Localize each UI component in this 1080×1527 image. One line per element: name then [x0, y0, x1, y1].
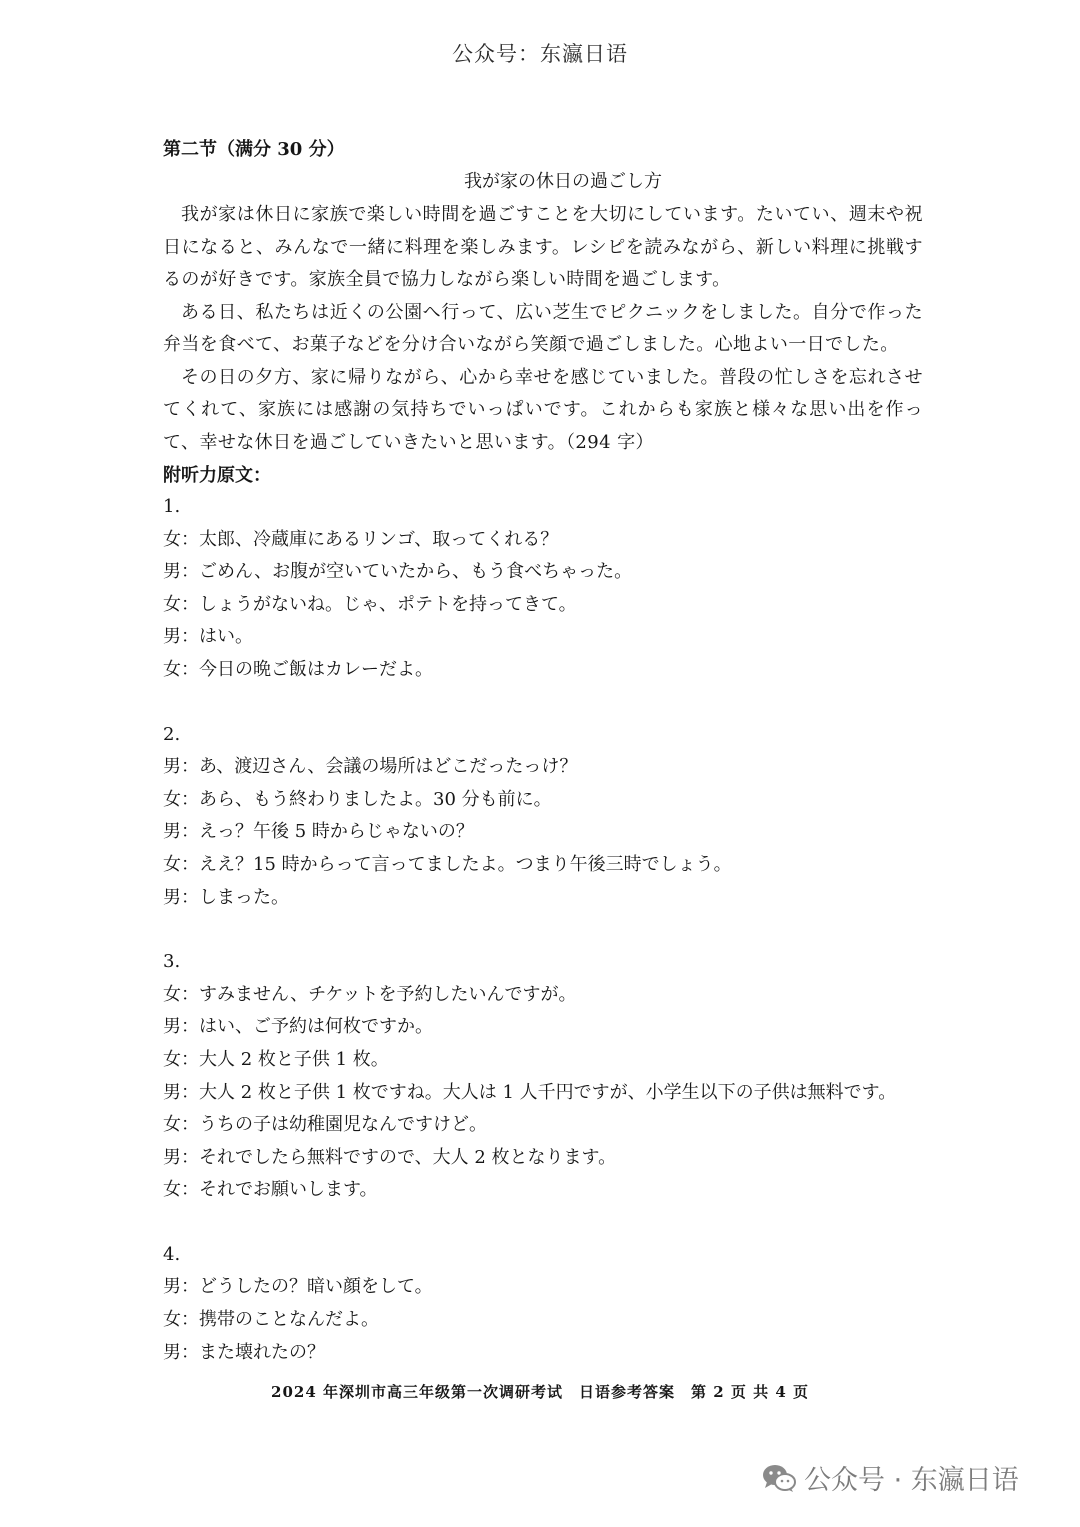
dialogue-line: 男：それでしたら無料ですので、大人 2 枚となります。	[163, 1146, 617, 1168]
watermark	[762, 1458, 1019, 1497]
dialogue-4	[163, 1239, 923, 1369]
dialogue-line: 男：しまった。	[163, 886, 289, 908]
dialogue-line: 男：ごめん、お腹が空いていたから、もう食べちゃった。	[163, 561, 633, 583]
dialogue-number: 1.	[163, 496, 181, 517]
dialogue-line: 女：しょうがないね。じゃ、ポテトを持ってきて。	[163, 593, 577, 615]
dialogue-line: 女：携帯のことなんだよ。	[163, 1309, 379, 1331]
dialogue-number: 2.	[163, 723, 181, 745]
dialogue-2	[163, 719, 923, 915]
dialogue-number: 4.	[163, 1243, 181, 1265]
header-source: 公众号：东瀛日语	[452, 42, 628, 66]
dialogue-line: 男：大人 2 枚と子供 1 枚ですね。大人は 1 人千円ですが、小学生以下の子供は無料です。	[163, 1081, 897, 1103]
essay-paragraph: ある日、私たちは近くの公園へ行って、広い芝生でピクニックをしました。自分で作った弁当を食べて、お菓子などを分け合いながら笑顔で過ごしました。心地よい一日でした。	[163, 301, 923, 355]
dialogue-line: 男：はい。	[163, 626, 253, 648]
essay-title: 我が家の休日の過ごし方	[464, 171, 662, 192]
dialogue-line: 女：大人 2 枚と子供 1 枚。	[163, 1048, 389, 1070]
dialogue-line: 男：どうしたの？暗い顔をして。	[163, 1276, 433, 1298]
dialogue-line: 女：ええ？15 時からって言ってましたよ。つまり午後三時でしょう。	[163, 853, 732, 875]
dialogue-line: 男：はい、ご予約は何枚ですか。	[163, 1016, 433, 1038]
dialogue-line: 男：また壊れたの？	[163, 1341, 325, 1363]
essay-body	[163, 199, 923, 459]
dialogue-3	[163, 946, 923, 1207]
wechat-icon	[762, 1463, 796, 1493]
page-footer: 2024 年深圳市高三年级第一次调研考试 日语参考答案 第 2 页 共 4 页	[271, 1383, 809, 1401]
dialogue-line: 女：太郎、冷蔵庫にあるリンゴ、取ってくれる？	[163, 528, 559, 550]
listening-script-label: 附听力原文：	[163, 465, 271, 486]
dialogue-line: 女：今日の晩ご飯はカレーだよ。	[163, 658, 433, 680]
dialogue-number: 3.	[163, 951, 181, 973]
section-title: 第二节（满分 30 分）	[163, 139, 345, 160]
essay-paragraph: 我が家は休日に家族で楽しい時間を過ごすことを大切にしています。たいてい、週末や祝日になると、みんなで一緒に料理を楽しみます。レシピを読みながら、新しい料理に挑戦するのが好きです。家族全員で協力しながら楽しい時間を過ごします。	[163, 204, 923, 290]
essay-paragraph: その日の夕方、家に帰りながら、心から幸せを感じていました。普段の忙しさを忘れさせてくれて、家族には感謝の気持ちでいっぱいです。これからも家族と様々な思い出を作って、幸せな休日を過ごしていきたいと思います。（294 字）	[163, 366, 923, 453]
dialogue-line: 男：あ、渡辺さん、会議の場所はどこだったっけ？	[163, 756, 578, 778]
dialogue-line: 男：えっ？午後 5 時からじゃないの？	[163, 821, 474, 843]
dialogue-line: 女：あら、もう終わりましたよ。30 分も前に。	[163, 788, 552, 810]
dialogue-line: 女：うちの子は幼稚園児なんですけど。	[163, 1114, 487, 1136]
page-content	[163, 135, 923, 1369]
watermark-text: 公众号 · 东瀛日语	[804, 1465, 1019, 1496]
dialogue-line: 女：すみません、チケットを予約したいんですが。	[163, 983, 577, 1005]
dialogue-1	[163, 491, 923, 687]
dialogue-line: 女：それでお願いします。	[163, 1179, 378, 1201]
